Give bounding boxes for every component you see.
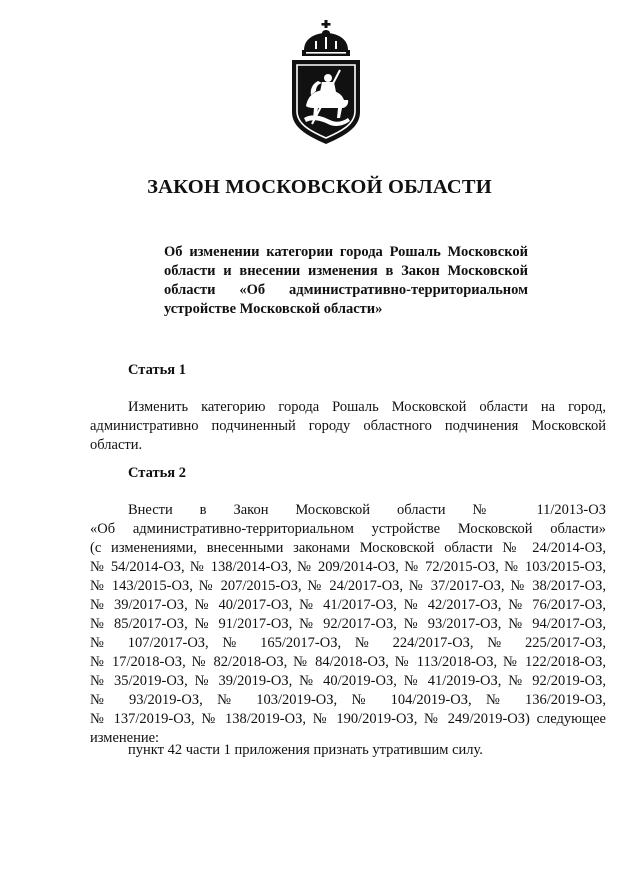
text-line: области.	[90, 437, 143, 453]
text-line: «Об административно-территориальном устройстве Московской области»	[90, 521, 606, 537]
text-line: изменение:	[90, 730, 160, 746]
text-line: административно подчиненный городу областного подчинения Московской	[90, 418, 606, 434]
subject-line: Об изменении категории города Рошаль Московской	[164, 244, 528, 260]
article-2-text	[90, 501, 606, 748]
text-line: № 35/2019-ОЗ, № 39/2019-ОЗ, № 40/2019-ОЗ, № 41/2019-ОЗ, № 92/2019-ОЗ,	[90, 673, 606, 689]
text-line: (с изменениями, внесенными законами Московской области № 24/2014-ОЗ,	[90, 540, 606, 556]
article-1-text	[90, 398, 606, 455]
article-2-heading: Статья 2	[128, 465, 186, 481]
law-subject-block	[164, 243, 528, 319]
moscow-oblast-coat-of-arms-icon	[282, 20, 370, 148]
document-title: ЗАКОН МОСКОВСКОЙ ОБЛАСТИ	[147, 176, 492, 198]
text-line: № 85/2017-ОЗ, № 91/2017-ОЗ, № 92/2017-ОЗ, № 93/2017-ОЗ, № 94/2017-ОЗ,	[90, 616, 606, 632]
text-line: № 54/2014-ОЗ, № 138/2014-ОЗ, № 209/2014-ОЗ, № 72/2015-ОЗ, № 103/2015-ОЗ,	[90, 559, 606, 575]
text-line: № 143/2015-ОЗ, № 207/2015-ОЗ, № 24/2017-ОЗ, № 37/2017-ОЗ, № 38/2017-ОЗ,	[90, 578, 606, 594]
subject-line: области «Об административно-территориальном	[164, 282, 528, 298]
article-1-heading: Статья 1	[128, 362, 186, 378]
text-line: № 93/2019-ОЗ, № 103/2019-ОЗ, № 104/2019-ОЗ, № 136/2019-ОЗ,	[90, 692, 606, 708]
text-line: № 17/2018-ОЗ, № 82/2018-ОЗ, № 84/2018-ОЗ, № 113/2018-ОЗ, № 122/2018-ОЗ,	[90, 654, 606, 670]
text-line: № 39/2017-ОЗ, № 40/2017-ОЗ, № 41/2017-ОЗ, № 42/2017-ОЗ, № 76/2017-ОЗ,	[90, 597, 606, 613]
subject-line: области и внесении изменения в Закон Московской	[164, 263, 528, 279]
text-line: № 107/2017-ОЗ, № 165/2017-ОЗ, № 224/2017-ОЗ, № 225/2017-ОЗ,	[90, 635, 606, 651]
text-line: пункт 42 части 1 приложения признать утратившим силу.	[128, 742, 483, 758]
text-line: Изменить категорию города Рошаль Московской области на город,	[128, 399, 606, 415]
text-line: № 137/2019-ОЗ, № 138/2019-ОЗ, № 190/2019-ОЗ, № 249/2019-ОЗ) следующее	[90, 711, 606, 727]
article-2-item	[90, 741, 606, 760]
subject-line: устройстве Московской области»	[164, 301, 383, 317]
text-line: Внести в Закон Московской области № 11/2013-ОЗ	[128, 502, 606, 518]
